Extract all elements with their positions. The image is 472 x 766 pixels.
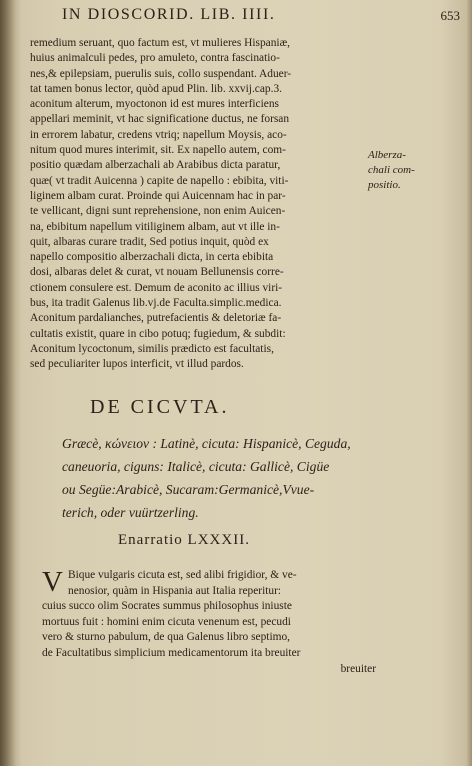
- enarratio-heading: Enarratio LXXXII.: [118, 532, 250, 548]
- body-paragraph: [30, 36, 370, 373]
- commentary-line: cuius succo olim Socrates summus philosophus iniuste: [42, 600, 292, 613]
- running-head: IN DIOSCORID. LIB. IIII.: [62, 6, 276, 23]
- synonyms-line: terich, oder vuürtzerling.: [62, 505, 199, 520]
- body-line: napello compositio alberzachali dicta, in certa ebibita: [30, 251, 274, 264]
- body-line: huius animalculi pedes, pro amuleto, contra fascinatio-: [30, 52, 280, 65]
- body-line: dosi, albaras delet & curat, vt nouam Bellunensis corre-: [30, 266, 284, 279]
- body-line: appellari meminit, vt hac significatione ductus, ne forsan: [30, 113, 290, 126]
- commentary-line: Bique vulgaris cicuta est, sed alibi frigidior, & ve-: [68, 569, 297, 581]
- body-line: sed peculiariter lupos interficit, vt illud pardos.: [30, 358, 244, 371]
- section-title: DE CICVTA.: [90, 396, 230, 418]
- body-line: bus, ita tradit Galenus lib.vj.de Faculta.simplic.medica.: [30, 297, 282, 310]
- margin-note-line: Alberza-: [368, 149, 406, 161]
- commentary-line: de Facultatibus simplicium medicamentorum ita breuiter: [42, 646, 301, 659]
- drop-cap: V: [42, 566, 63, 598]
- commentary-line: nenosior, quàm in Hispania aut Italia reperitur:: [68, 584, 282, 597]
- body-line: Aconitum pardalianches, putrefacientis & deletoriæ fa-: [30, 312, 282, 325]
- body-line: liginem albam curat. Proinde qui Auicennam hac in par-: [30, 189, 286, 202]
- body-line: Aconitum lycoctonum, similis prædicto est facultatis,: [30, 342, 274, 355]
- margin-note-line: chali com-: [368, 164, 415, 176]
- body-line: in errorem labatur, credens vtriq; napellum Moysis, aco-: [30, 128, 287, 141]
- body-line: quæ( vt tradit Auicenna ) capite de napello : ebibita, viti-: [30, 174, 289, 187]
- synonyms-line: Græcè, κώνειον : Latinè, cicuta: Hispanicè, Ceguda,: [62, 436, 351, 451]
- body-line: positio quædam alberzachali ab Arabibus dicta paratur,: [30, 159, 281, 172]
- body-line: aconitum alterum, myoctonon id est mures interficiens: [30, 98, 279, 111]
- page-number: 653: [440, 8, 460, 23]
- margin-note-line: positio.: [368, 179, 401, 191]
- catchword: breuiter: [340, 662, 376, 675]
- body-line: ctionem consulere est. Demum de aconito ac illius viri-: [30, 281, 283, 294]
- synonyms-paragraph: [62, 432, 382, 524]
- body-line: remedium seruant, quo factum est, vt mulieres Hispaniæ,: [30, 37, 291, 49]
- commentary-paragraph: [42, 568, 378, 677]
- body-line: cultatis existit, quare in cibo potuq; fugiedum, & subdit:: [30, 327, 286, 340]
- body-line: nitum quod mures interimit, sit. Ex napello autem, com-: [30, 144, 286, 157]
- commentary-line: vero & sturno pabulum, de qua Galenus libro septimo,: [42, 631, 291, 644]
- gutter-shadow: [0, 0, 16, 766]
- synonyms-line: ou Següe:Arabicè, Sucaram:Germanicè,Vvue-: [62, 482, 315, 497]
- body-line: te vellicant, digni sunt reprehensione, non enim Auicen-: [30, 205, 286, 218]
- body-line: quit, albaras curare tradit, Sed potius inquit, quòd ex: [30, 235, 269, 248]
- body-line: nes,& epilepsiam, puerulis suis, collo suspendant. Aduer-: [30, 67, 292, 80]
- synonyms-line: caneuoria, ciguns: Italicè, cicuta: Gallicè, Cigüe: [62, 459, 330, 474]
- body-line: tat tamen bonus lector, quòd apud Plin. lib. xxvij.cap.3.: [30, 82, 282, 95]
- body-line: na, ebibitum napellum vitiliginem albam, aut vt ille in-: [30, 220, 280, 233]
- margin-note: [368, 148, 468, 193]
- commentary-line: mortuus fuit : homini enim cicuta venenum est, pecudi: [42, 615, 291, 628]
